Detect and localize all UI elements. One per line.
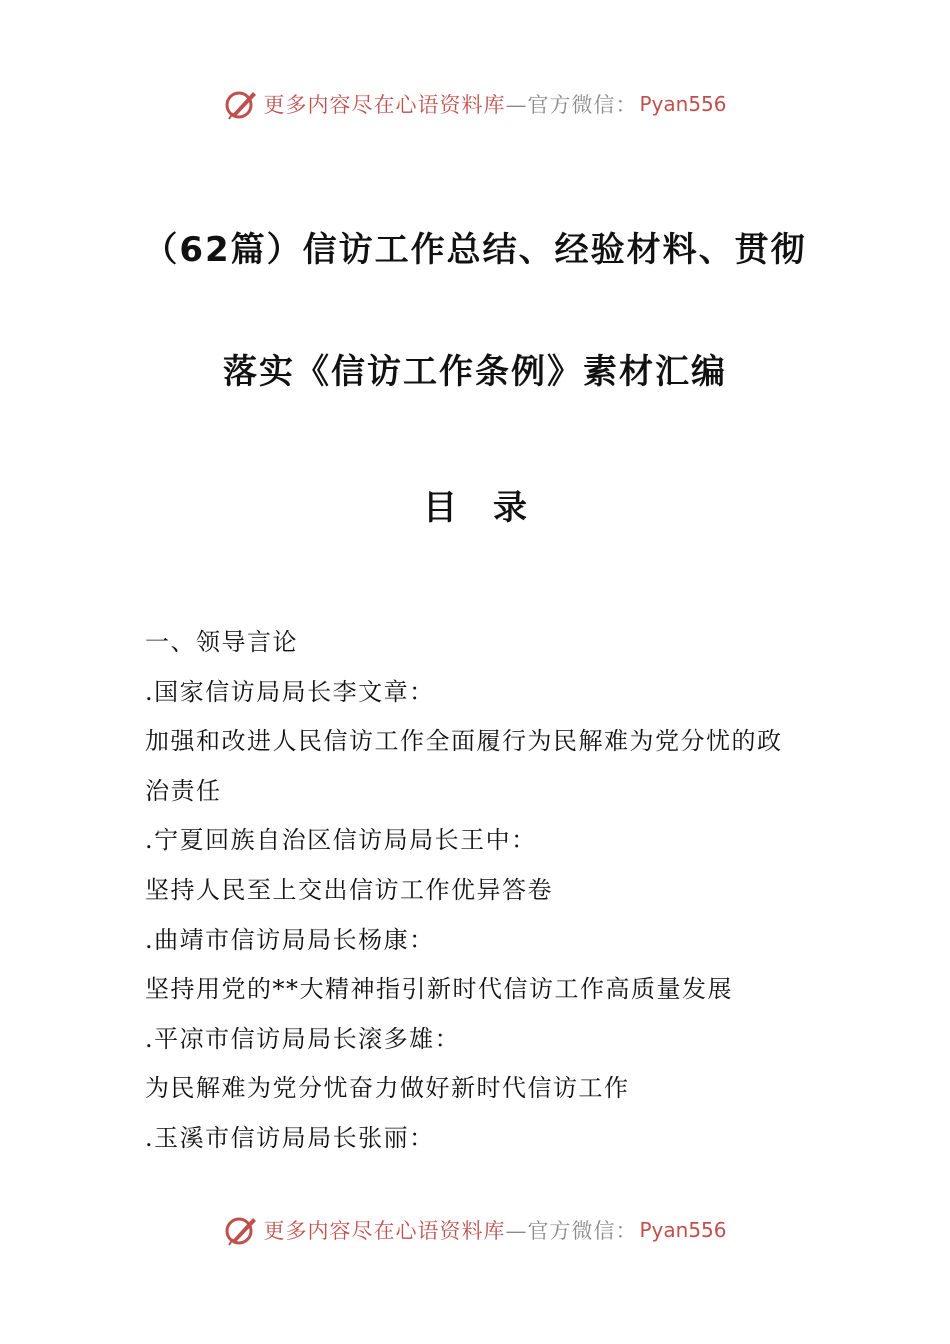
watermark-wechat-label: —官方微信： [505,1219,638,1243]
watermark-site-text: 更多内容尽在心语资料库 [263,1219,506,1243]
quill-logo-icon [223,86,259,122]
toc-speaker: .宁夏回族自治区信访局局长王中： [145,826,537,855]
toc-speaker: .国家信访局局长李文章： [145,677,435,706]
toc-heading: 目录 [423,488,563,528]
watermark-wechat-id: Pyan556 [639,1218,727,1242]
toc-entry-title: 加强和改进人民信访工作全面履行为民解难为党分忧的政 [145,727,783,756]
toc-entry-title: 坚持人民至上交出信访工作优异答卷 [145,875,553,904]
toc-entry-title: 坚持用党的**大精神指引新时代信访工作高质量发展 [145,975,733,1004]
watermark-wechat-id: Pyan556 [639,92,727,116]
watermark-footer [0,1208,950,1252]
document-title-line-2: 落实《信访工作条例》素材汇编 [223,352,727,392]
toc-speaker: .平凉市信访局局长滚多雄： [145,1024,461,1053]
toc-speaker: .玉溪市信访局局长张丽： [145,1123,435,1152]
toc-speaker: .曲靖市信访局局长杨康： [145,925,435,954]
document-title-line-1: （62篇）信访工作总结、经验材料、贯彻 [143,230,807,270]
toc-section-heading: 一、领导言论 [145,628,298,656]
toc-entry-title-continued: 治责任 [145,776,222,805]
table-of-contents [145,618,825,1164]
watermark-wechat-label: —官方微信： [505,93,638,117]
watermark-site-text: 更多内容尽在心语资料库 [263,93,506,117]
quill-logo-icon [223,1212,259,1248]
toc-entry-title: 为民解难为党分忧奋力做好新时代信访工作 [145,1074,630,1103]
watermark-header [0,82,950,126]
